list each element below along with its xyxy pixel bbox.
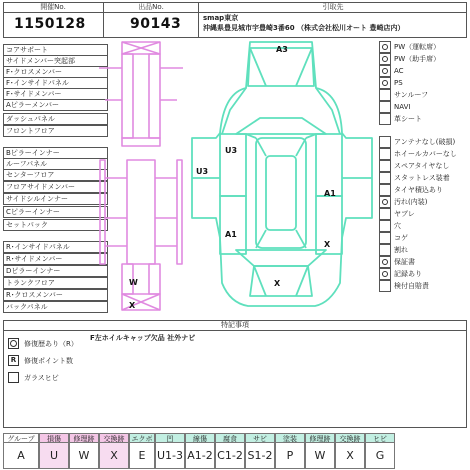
option-checkbox <box>379 208 391 220</box>
option-checkbox <box>379 41 391 53</box>
left-item: フロアサイドメンバー <box>3 181 108 193</box>
grade-value: A <box>3 443 39 469</box>
option-label: 穴 <box>394 222 401 230</box>
circle-mark-icon <box>382 199 388 205</box>
left-item: サイドメンバー突起部 <box>3 55 108 67</box>
body-mark-x-right: X <box>324 240 331 249</box>
left-item: コアサポート <box>3 44 108 56</box>
left-item: Cピラーインナー <box>3 206 108 218</box>
option-label: ホイールカバーなし <box>394 150 457 158</box>
notes-title: 特記事項 <box>221 321 249 329</box>
option-checkbox <box>379 89 391 101</box>
grade-header: 修理跡 <box>69 433 99 443</box>
legend-glass-box <box>8 372 19 383</box>
left-item: Bピラーインナー <box>3 147 108 159</box>
option-label: タイヤ積込あり <box>394 186 443 194</box>
left-item: F･インサイドパネル <box>3 77 108 89</box>
body-mark-a1-right: A1 <box>324 189 336 198</box>
kaisai-number: 1150128 <box>14 16 86 32</box>
option-label: 革シート <box>394 115 422 123</box>
option-checkbox <box>379 244 391 256</box>
left-item: セットパック <box>3 219 108 231</box>
option-label: PW（助手席） <box>394 55 441 63</box>
left-item: F･クロスメンバー <box>3 66 108 78</box>
option-label: サンルーフ <box>394 91 429 99</box>
notes-title-divider <box>3 330 467 331</box>
legend-r-box: R <box>8 355 19 366</box>
option-label: コゲ <box>394 234 408 242</box>
circle-mark-icon <box>382 56 388 62</box>
left-item: トランクフロア <box>3 277 108 289</box>
grade-header: 損傷 <box>39 433 69 443</box>
grade-header: 塗装 <box>275 433 305 443</box>
legend-repair-box <box>8 338 19 349</box>
left-item: R･クロスメンバー <box>3 289 108 301</box>
option-label: PW（運転席） <box>394 43 441 51</box>
left-item: R･サイドメンバー <box>3 253 108 265</box>
shuppin-number: 90143 <box>130 16 182 32</box>
grade-header: 修理跡 <box>305 433 335 443</box>
option-checkbox <box>379 65 391 77</box>
circle-mark-icon <box>10 340 17 347</box>
grade-value: U <box>39 443 69 469</box>
option-checkbox <box>379 280 391 292</box>
option-checkbox <box>379 256 391 268</box>
option-label: スタットレス装着 <box>394 174 450 182</box>
option-checkbox <box>379 53 391 65</box>
option-label: スペアタイヤなし <box>394 162 450 170</box>
option-checkbox <box>379 113 391 125</box>
option-checkbox <box>379 268 391 280</box>
frame-mark-x: X <box>129 301 136 310</box>
header-divider-row <box>3 12 467 13</box>
option-label: ヤブレ <box>394 210 415 218</box>
option-checkbox <box>379 148 391 160</box>
option-checkbox <box>379 172 391 184</box>
body-mark-a3: A3 <box>276 45 288 54</box>
legend-r-label: 修復ポイント数 <box>24 357 73 365</box>
grade-value: S1-2 <box>245 443 275 469</box>
grade-value: G <box>365 443 395 469</box>
grade-header: 交換跡 <box>99 433 129 443</box>
left-item: バックパネル <box>3 301 108 313</box>
option-checkbox <box>379 101 391 113</box>
left-item: F･サイドメンバー <box>3 88 108 100</box>
left-item: Aピラーメンバー <box>3 99 108 111</box>
legend-glass-label: ガラスヒビ <box>24 374 59 382</box>
grade-header: 腐食 <box>215 433 245 443</box>
grade-value: A1-2 <box>185 443 215 469</box>
option-label: 検付自賠責 <box>394 282 429 290</box>
header-label-hikitori: 引取先 <box>322 3 344 11</box>
left-item: ルーフパネル <box>3 158 108 170</box>
circle-mark-icon <box>382 271 388 277</box>
notes-text: F左ホイルキャップ欠品 社外ナビ <box>90 334 196 342</box>
option-label: 割れ <box>394 246 408 254</box>
header-label-shuppin: 出品No. <box>138 3 164 11</box>
left-item: フロントフロア <box>3 125 108 137</box>
option-label: 汚れ(内装) <box>394 198 428 206</box>
circle-mark-icon <box>382 44 388 50</box>
circle-mark-icon <box>382 259 388 265</box>
circle-mark-icon <box>382 68 388 74</box>
legend-repair-label: 修復歴あり（R） <box>24 340 78 348</box>
left-item: R･インサイドパネル <box>3 241 108 253</box>
grade-header: サビ <box>245 433 275 443</box>
body-mark-u3-top: U3 <box>225 146 238 155</box>
grade-value: C1-2 <box>215 443 245 469</box>
option-checkbox <box>379 232 391 244</box>
option-label: PS <box>394 79 403 87</box>
body-diagram <box>190 38 380 318</box>
grade-value: U1-3 <box>155 443 185 469</box>
body-mark-u3-side: U3 <box>196 167 209 176</box>
option-checkbox <box>379 196 391 208</box>
grade-header: エクボ <box>129 433 155 443</box>
grade-header: グループ <box>3 433 39 443</box>
circle-mark-icon <box>382 80 388 86</box>
grade-value: W <box>305 443 335 469</box>
grade-header: 交換跡 <box>335 433 365 443</box>
option-label: NAVI <box>394 103 411 111</box>
grade-value: E <box>129 443 155 469</box>
option-label: 保証書 <box>394 258 415 266</box>
frame-mark-w: W <box>129 278 138 287</box>
grade-value: W <box>69 443 99 469</box>
left-item: ダッシュパネル <box>3 113 108 125</box>
option-label: 記録あり <box>394 270 422 278</box>
option-checkbox <box>379 184 391 196</box>
body-mark-a1-left: A1 <box>225 230 237 239</box>
notes-section <box>3 320 467 428</box>
grade-header: 線傷 <box>185 433 215 443</box>
option-checkbox <box>379 136 391 148</box>
left-item: サイドシルインナー <box>3 193 108 205</box>
option-checkbox <box>379 77 391 89</box>
option-checkbox <box>379 220 391 232</box>
hikitori-name: smap東京 <box>203 14 239 22</box>
left-item: センターフロア <box>3 169 108 181</box>
frame-diagram <box>85 38 195 318</box>
body-mark-x-bottom: X <box>274 279 281 288</box>
grade-value: X <box>99 443 129 469</box>
left-item: Dピラーインナー <box>3 265 108 277</box>
option-checkbox <box>379 160 391 172</box>
grade-value: P <box>275 443 305 469</box>
option-label: アンテナなし(破損) <box>394 138 456 146</box>
option-label: AC <box>394 67 404 75</box>
hikitori-address: 沖縄県豊見城市宇豊崎3番60 （株式会社松川オート 豊崎店内） <box>203 24 405 32</box>
grade-value: X <box>335 443 365 469</box>
grade-header: 凹 <box>155 433 185 443</box>
grade-header: ヒビ <box>365 433 395 443</box>
header-label-kaisai: 開催No. <box>40 3 66 11</box>
